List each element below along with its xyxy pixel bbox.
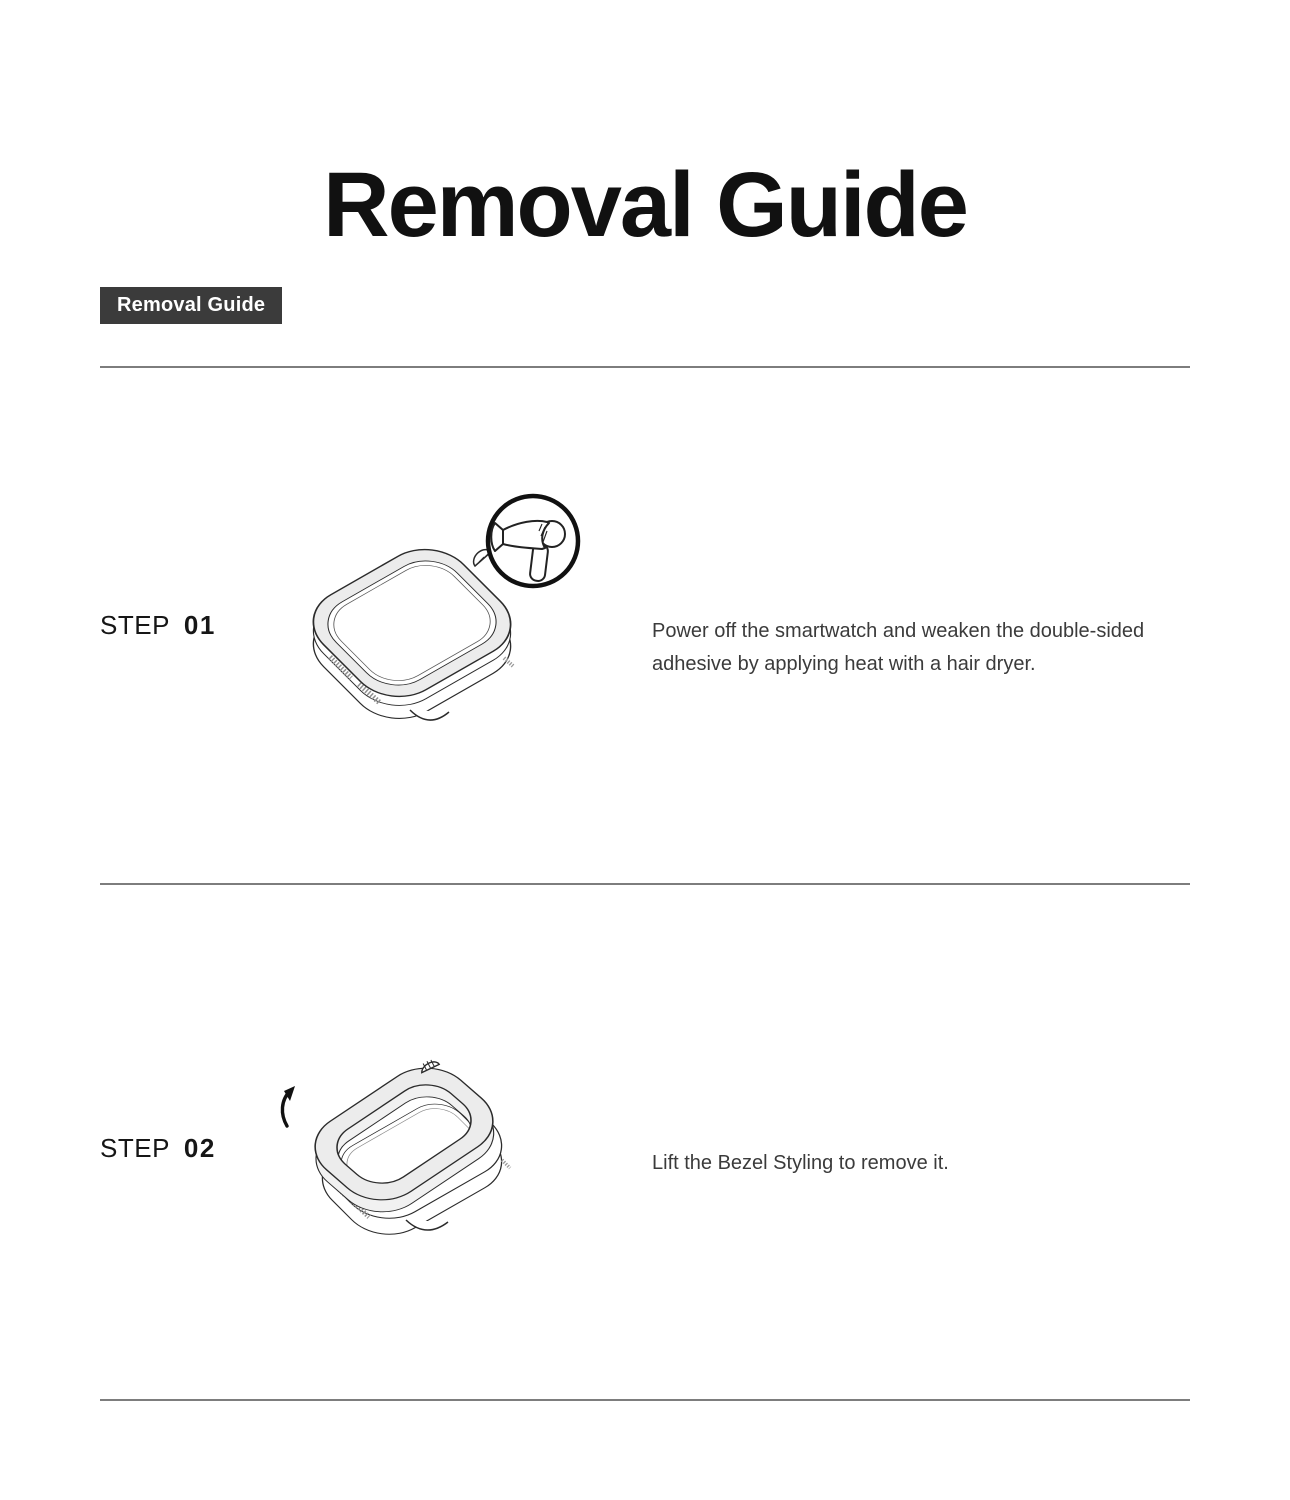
hair-dryer-nozzle xyxy=(491,523,503,551)
step-1-label-word: STEP xyxy=(100,610,170,640)
step-2-label xyxy=(100,1133,216,1163)
smartwatch-illustration-step-1 xyxy=(290,482,582,742)
step-1-label xyxy=(100,610,216,640)
page-title: Removal Guide xyxy=(323,153,967,256)
step-2-description: Lift the Bezel Styling to remove it. xyxy=(652,1152,949,1174)
step-2-label-word: STEP xyxy=(100,1133,170,1163)
lift-arrow-icon xyxy=(282,1086,295,1126)
step-1-description: Power off the smartwatch and weaken the double-sided adhesive by applying heat with a hair dryer. xyxy=(652,620,1145,675)
section-divider xyxy=(100,883,1190,885)
step-1-number: 01 xyxy=(183,610,216,640)
section-label-text: Removal Guide xyxy=(117,294,266,316)
step-2-number: 02 xyxy=(183,1133,216,1163)
speaker-slit xyxy=(502,1160,510,1168)
section-divider xyxy=(100,366,1190,368)
band-lug xyxy=(410,710,449,720)
smartwatch-illustration-step-2 xyxy=(276,1050,526,1250)
section-label-badge xyxy=(100,287,282,324)
section-divider xyxy=(100,1399,1190,1401)
hair-dryer-circle-badge xyxy=(488,496,578,586)
